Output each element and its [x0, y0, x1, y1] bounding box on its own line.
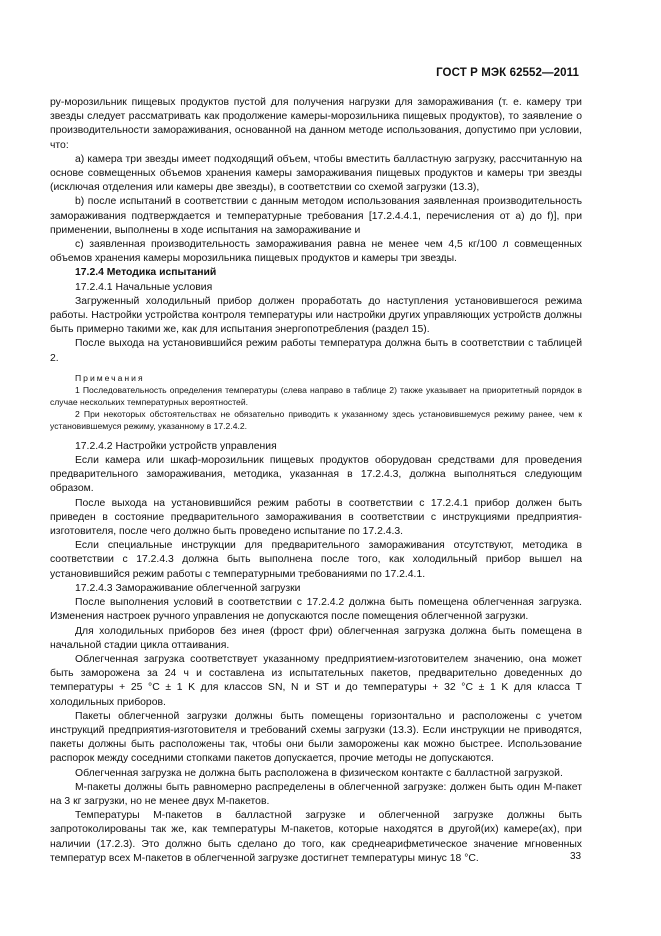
- paragraph: После выхода на установившийся режим работы температура должна быть в соответствии с таблицей 2.: [50, 338, 582, 364]
- paragraph: Если специальные инструкции для предварительного замораживания отсутствуют, методика в соответствии с 17.2.4.3 должна быть выполнена после того, как холодильный прибор вышел на установившийся режим работы с температурными требованиями по 17.2.4.1.: [50, 540, 582, 580]
- paragraph: Температуры М-пакетов в балластной загрузке и облегченной загрузке должны быть запротоколированы так же, как температуры М-пакетов, которые находятся в другой(их) камере(ах), при наличии (17.2.3). Это должно быть сделано до того, как среднеарифметическое значение мгновенных температур всех М-пакетов в облегченной загрузке достигнет температуры минус 18 °C.: [50, 810, 582, 864]
- subsection-heading: 17.2.4.1 Начальные условия: [75, 281, 213, 293]
- paragraph: М-пакеты должны быть равномерно распределены в облегченной загрузке: должен быть один М-пакет на 3 кг загрузки, но не менее двух М-пакетов.: [50, 781, 582, 807]
- note-item: 1 Последовательность определения температуры (слева направо в таблице 2) также указывает на приоритетный порядок в случае нескольких температурных вероятностей.: [50, 384, 582, 407]
- section-heading: [50, 266, 582, 280]
- document-body: [50, 96, 582, 866]
- note-title: Примечания: [75, 372, 145, 383]
- page-number: 33: [570, 851, 582, 862]
- list-item-a: a) камера три звезды имеет подходящий объем, чтобы вместить балластную загрузку, рассчитанную на основе совмещенных объемов хранения камеры замораживания пищевых продуктов и камеры три звезды (исключая отделения или камеры две звезды), в соответствии со схемой загрузки (13.3),: [50, 153, 582, 194]
- subsection-heading: 17.2.4.3 Замораживание облегченной загрузки: [75, 582, 301, 594]
- paragraph: ру-морозильник пищевых продуктов пустой для получения нагрузки для замораживания (т. е. камеру три звезды следует рассматривать как продолжение камеры-морозильника пищевых продуктов), то заявление о производительности замораживания, основанной на данном методе использования, допустимо при условии, что:: [50, 97, 582, 151]
- paragraph: Облегченная загрузка не должна быть расположена в физическом контакте с балластной загрузкой.: [75, 767, 563, 779]
- paragraph: Для холодильных приборов без инея (фрост фри) облегченная загрузка должна быть помещена в начальной стадии цикла оттаивания.: [50, 625, 582, 651]
- note-item: 2 При некоторых обстоятельствах не обязательно приводить к указанному здесь установившемуся режиму ранее, чем к установившемуся режиму, указанному в 17.2.4.2.: [50, 408, 582, 431]
- list-item-c: c) заявленная производительность замораживания равна не менее чем 4,5 кг/100 л совмещенных объемов хранения камеры морозильника пищевых продуктов и камеры три звезды.: [50, 239, 582, 265]
- paragraph: После выхода на установившийся режим работы в соответствии с 17.2.4.1 прибор должен быть приведен в состояние предварительного замораживания в соответствии с инструкциями предприятия-изготовителя, после чего должно быть проведено испытание по 17.2.4.3.: [50, 497, 582, 538]
- subsection-heading: 17.2.4.2 Настройки устройств управления: [75, 440, 277, 452]
- paragraph: Пакеты облегченной загрузки должны быть помещены горизонтально и расположены с учетом инструкций предприятия-изготовителя и требований схемы загрузки (13.3). Если инструкции не приводятся, пакеты должны быть расположены так, чтобы они были заморожены как можно быстрее. Использование распорок между соседними стопками пакетов допускается, прочие методы не допускаются.: [50, 710, 582, 765]
- list-item-b: b) после испытаний в соответствии с данным методом использования заявленная производительность замораживания подтверждается и температурные требования [17.2.4.4.1, перечисления от a) до f)], при применении, выполнены в ходе испытания на замораживание и: [50, 196, 582, 236]
- paragraph: После выполнения условий в соответствии с 17.2.4.2 должна быть помещена облегченная загрузка. Изменения настроек ручного управления не допускаются после помещения облегченной загрузки.: [50, 597, 582, 623]
- document-header: ГОСТ Р МЭК 62552—2011: [436, 67, 579, 79]
- paragraph: Если камера или шкаф-морозильник пищевых продуктов оборудован средствами для проведения предварительного замораживания, методика, указанная в 17.2.4.3, должна выполняться следующим образом.: [50, 455, 582, 495]
- paragraph: Облегченная загрузка соответствует указанному предприятием-изготовителем значению, она может быть заморожена за 24 ч и составлена из испытательных пакетов, предварительно доведенных до температуры + 25 °C ± 1 K для классов SN, N и ST и до температуры + 32 °C ± 1 K для класса T холодильных приборов.: [50, 653, 582, 708]
- section-heading-text: 17.2.4 Методика испытаний: [75, 267, 217, 279]
- paragraph: Загруженный холодильный прибор должен проработать до наступления установившегося режима работы. Настройки устройства контроля температуры или настройки других управляющих устройств должны быть примерно такими же, как для испытания энергопотребления (раздел 15).: [50, 295, 582, 336]
